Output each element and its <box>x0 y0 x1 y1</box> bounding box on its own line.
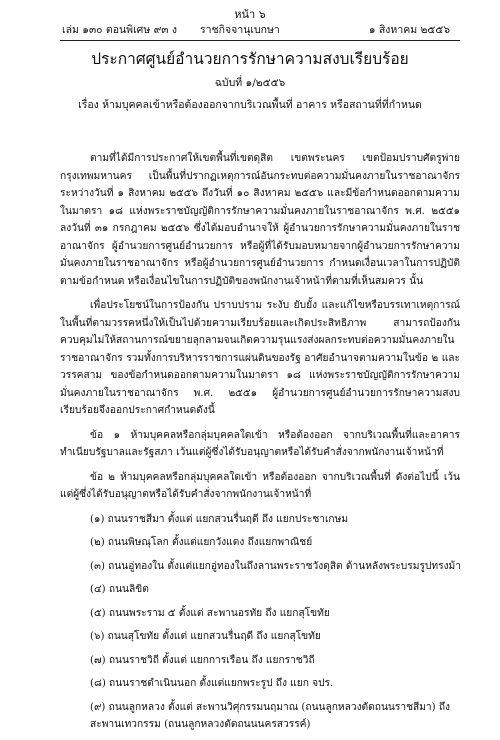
paragraph-purpose: เพื่อประโยชน์ในการป้องกัน ปราบปราม ระงับ ยับยั้ง และแก้ไขหรือบรรเทาเหตุการณ์ในพื้นที่ตามวรรคหนึ่งให้เป็นไปด้วยความเรียบร้อยและเกิดประสิทธิภาพ สามารถป้องกันควบคุมไม่ให้สถานการณ์ขยายลุกลามจนเกิดความรุนแรงส่งผลกระทบต่อความมั่นคงภายในราชอาณาจักร รวมทั้งการบริหารราชการแผ่นดินของรัฐ อาศัยอำนาจตามความในข้อ ๒ และวรรคสาม ของข้อกำหนดออกตามความในมาตรา ๑๘ แห่งพระราชบัญญัติการรักษาความมั่นคงภายในราชอาณาจักร พ.ศ. ๒๕๕๑ ผู้อำนวยการศูนย์อำนวยการรักษาความสงบเรียบร้อยจึงออกประกาศกำหนดดังนี้ <box>60 300 460 416</box>
announcement-title: ประกาศศูนย์อำนวยการรักษาความสงบเรียบร้อย <box>91 50 409 68</box>
announcement-issue: ฉบับที่ ๑/๒๕๕๖ <box>214 77 286 89</box>
gazette-name: ราชกิจจานุเบกษา <box>200 24 280 36</box>
road-item: (๓) ถนนอู่ทองใน ตั้งแต่แยกอู่ทองในถึงลานพระราชวังดุสิต ด้านหลังพระบรมรูปทรงม้า <box>90 560 461 572</box>
volume-info: เล่ม ๑๓๐ ตอนพิเศษ ๙๓ ง <box>62 24 177 36</box>
header-divider <box>60 40 460 41</box>
road-item: (๑) ถนนราชสีมา ตั้งแต่ แยกสวนรื่นฤดี ถึง แยกประชาเกษม <box>90 513 349 525</box>
page-number: หน้า ๖ <box>234 8 266 21</box>
road-item: (๕) ถนนพระราม ๕ ตั้งแต่ สะพานอรทัย ถึง แยกสุโขทัย <box>90 607 330 619</box>
announcement-body <box>60 150 460 740</box>
publication-date: ๑ สิงหาคม ๒๕๕๖ <box>368 24 450 36</box>
paragraph-preamble: ตามที่ได้มีการประกาศให้เขตพื้นที่เขตดุสิต เขตพระนคร เขตป้อมปราบศัตรูพ่าย กรุงเทพมหานคร เป็นพื้นที่ปรากฏเหตุการณ์อันกระทบต่อความมั่นคงภายในราชอาณาจักร ระหว่างวันที่ ๑ สิงหาคม ๒๕๕๖ ถึงวันที่ ๑๐ สิงหาคม ๒๕๕๖ และมีข้อกำหนดออกตามความในมาตรา ๑๘ แห่งพระราชบัญญัติการรักษาความมั่นคงภายในราชอาณาจักร พ.ศ. ๒๕๕๑ ลงวันที่ ๓๑ กรกฎาคม ๒๕๕๖ ซึ่งได้มอบอำนาจให้ ผู้อำนวยการรักษาความมั่นคงภายในราชอาณาจักร ผู้อำนวยการศูนย์อำนวยการ หรือผู้ที่ได้รับมอบหมายจากผู้อำนวยการรักษาความมั่นคงภายในราชอาณาจักร หรือผู้อำนวยการศูนย์อำนวยการ กำหนดเงื่อนเวลาในการปฏิบัติตามข้อกำหนด หรือเงื่อนไขในการปฏิบัติของพนักงานเจ้าหน้าที่ตามที่เห็นสมควร นั้น <box>60 153 460 287</box>
road-item: (๒) ถนนพิษณุโลก ตั้งแต่แยกวังแดง ถึงแยกพาณิชย์ <box>90 537 313 548</box>
road-item: (๗) ถนนราชวิถี ตั้งแต่ แยกการเรือน ถึง แยกราชวิถี <box>90 654 315 666</box>
announcement-subject: เรื่อง ห้ามบุคคลเข้าหรือต้องออกจากบริเวณพื้นที่ อาคาร หรือสถานที่ที่กำหนด <box>78 99 422 111</box>
road-item: (๔) ถนนลิขิต <box>90 584 149 595</box>
road-item: (๖) ถนนสุโขทัย ตั้งแต่ แยกสวนรื่นฤดี ถึง แยกสุโขทัย <box>90 631 321 642</box>
road-item: (๙) ถนนลูกหลวง ตั้งแต่ สะพานวิศุกรรมนฤมาณ (ถนนลูกหลวงตัดถนนราชสีมา) ถึง สะพานเทวกรรม (ถนนลูกหลวงตัดถนนนครสวรรค์) <box>90 701 450 730</box>
road-item: (๘) ถนนราชดำเนินนอก ตั้งแต่แยกพระรูป ถึง แยก จปร. <box>90 678 334 689</box>
clause-1: ข้อ ๑ ห้ามบุคคลหรือกลุ่มบุคคลใดเข้า หรือต้องออก จากบริเวณพื้นที่และอาคารทำเนียบรัฐบาลและรัฐสภา เว้นแต่ผู้ซึ่งได้รับอนุญาตหรือได้รับคำสั่งจากพนักงานเจ้าหน้าที่ <box>60 429 460 458</box>
clause-2: ข้อ ๒ ห้ามบุคคลหรือกลุ่มบุคคลใดเข้า หรือต้องออก จากบริเวณพื้นที่ ดังต่อไปนี้ เว้นแต่ผู้ซึ่งได้รับอนุญาตหรือได้รับคำสั่งจากพนักงานเจ้าหน้าที่ <box>60 471 460 500</box>
gazette-header <box>0 22 500 38</box>
